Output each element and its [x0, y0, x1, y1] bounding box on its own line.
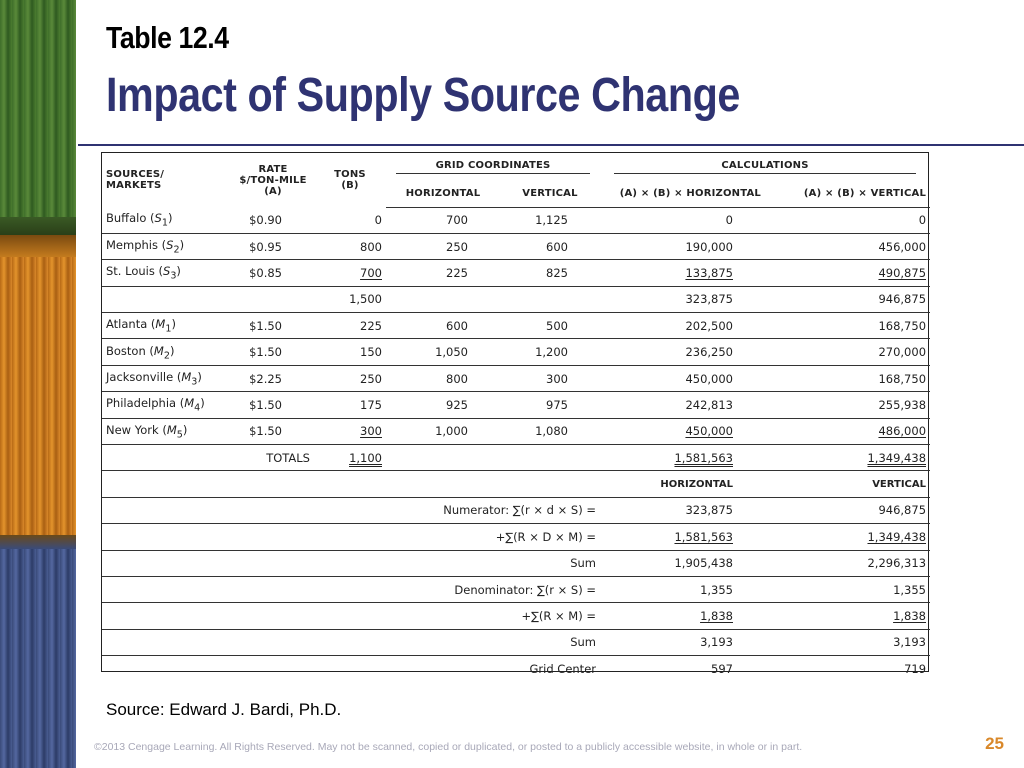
horizontal-cell: 1,050 — [386, 339, 500, 365]
header-rate: RATE $/TON-MILE (A) — [239, 163, 307, 197]
horizontal-cell: 225 — [386, 260, 500, 286]
tons-cell: 300 — [314, 418, 386, 444]
horizontal-cell: 925 — [386, 392, 500, 418]
copyright-notice: ©2013 Cengage Learning. All Rights Reserved. May not be scanned, copied or duplicated, or posted to a publicly accessible website, in whole or in part. — [94, 741, 803, 753]
tons-cell: 0 — [314, 207, 386, 233]
decorative-container-strip — [0, 0, 76, 768]
tons-cell: 800 — [314, 233, 386, 259]
empty-cell — [102, 445, 232, 471]
vertical-cell: 825 — [500, 260, 600, 286]
calc-vertical-cell: 0 — [765, 207, 930, 233]
empty-cell — [500, 445, 600, 471]
summary-label: Denominator: ∑(r × S) = — [102, 576, 600, 602]
summary-horizontal: 1,905,438 — [600, 550, 765, 576]
tons-cell: 175 — [314, 392, 386, 418]
tons-total: 1,100 — [314, 445, 386, 471]
table-number-title: Table 12.4 — [106, 20, 229, 55]
summary-vertical: 1,355 — [765, 576, 930, 602]
table-row — [102, 629, 930, 655]
location-name: Boston $(M_2)$ — [102, 339, 232, 365]
rate-cell: $0.90 — [232, 207, 314, 233]
header-grid-coordinates: GRID COORDINATES — [386, 153, 600, 181]
calc-vertical-cell: 456,000 — [765, 233, 930, 259]
table-row — [102, 392, 930, 418]
calc-horizontal-cell: 450,000 — [600, 418, 765, 444]
calc-vertical-cell: 168,750 — [765, 365, 930, 391]
location-name: Jacksonville $(M_3)$ — [102, 365, 232, 391]
empty-cell — [102, 286, 232, 312]
table-row — [102, 603, 930, 629]
header-calc-vertical: (A) × (B) × VERTICAL — [765, 181, 930, 207]
calc-vertical-cell: 255,938 — [765, 392, 930, 418]
calc-horizontal-subtotal: 323,875 — [600, 286, 765, 312]
rate-cell: $2.25 — [232, 365, 314, 391]
location-name: Memphis $(S_2)$ — [102, 233, 232, 259]
summary-horizontal: 1,581,563 — [600, 524, 765, 550]
table-row — [102, 339, 930, 365]
empty-cell — [386, 286, 500, 312]
tons-cell: 700 — [314, 260, 386, 286]
empty-cell — [102, 471, 600, 497]
blue-container-image — [0, 535, 76, 768]
table-row — [102, 313, 930, 339]
summary-horizontal: 1,355 — [600, 576, 765, 602]
calc-horizontal-cell: 0 — [600, 207, 765, 233]
summary-vertical: 1,349,438 — [765, 524, 930, 550]
empty-cell — [232, 286, 314, 312]
table-body — [102, 207, 930, 682]
calc-horizontal-cell: 236,250 — [600, 339, 765, 365]
table-row — [102, 524, 930, 550]
table-row — [102, 286, 930, 312]
summary-vertical: 2,296,313 — [765, 550, 930, 576]
summary-label: Grid Center — [529, 662, 596, 677]
table-row — [102, 656, 930, 682]
table-row — [102, 260, 930, 286]
vertical-cell: 300 — [500, 365, 600, 391]
horizontal-cell: 600 — [386, 313, 500, 339]
tons-cell: 250 — [314, 365, 386, 391]
header-horizontal: HORIZONTAL — [386, 181, 500, 207]
calc-vertical-cell: 270,000 — [765, 339, 930, 365]
horizontal-cell: 700 — [386, 207, 500, 233]
header-calculations: CALCULATIONS — [600, 153, 930, 181]
location-name: St. Louis $(S_3)$ — [102, 260, 232, 286]
summary-label: Numerator: ∑(r × d × S) = — [102, 497, 600, 523]
table-row — [102, 497, 930, 523]
rate-cell: $1.50 — [232, 418, 314, 444]
table-row — [102, 233, 930, 259]
summary-label: +∑(R × M) = — [102, 603, 600, 629]
tons-subtotal: 1,500 — [314, 286, 386, 312]
table-row — [102, 576, 930, 602]
orange-container-image — [0, 235, 76, 535]
vertical-cell: 1,080 — [500, 418, 600, 444]
summary-vertical: 719 — [904, 662, 927, 677]
summary-label: Sum — [102, 550, 600, 576]
calc-horizontal-cell: 242,813 — [600, 392, 765, 418]
summary-vertical: 946,875 — [765, 497, 930, 523]
rate-cell: $1.50 — [232, 313, 314, 339]
table-row — [102, 365, 930, 391]
tons-cell: 150 — [314, 339, 386, 365]
summary-horizontal: 3,193 — [600, 629, 765, 655]
summary-header-vertical: VERTICAL — [765, 471, 930, 497]
vertical-cell: 975 — [500, 392, 600, 418]
summary-label: Sum — [102, 629, 600, 655]
empty-cell — [386, 445, 500, 471]
table-row — [102, 207, 930, 233]
vertical-cell: 600 — [500, 233, 600, 259]
rate-cell: $0.85 — [232, 260, 314, 286]
tons-cell: 225 — [314, 313, 386, 339]
header-calc-horizontal: (A) × (B) × HORIZONTAL — [600, 181, 765, 207]
summary-horizontal: 1,838 — [600, 603, 765, 629]
calc-horizontal-total: 1,581,563 — [600, 445, 765, 471]
empty-cell — [500, 286, 600, 312]
source-citation: Source: Edward J. Bardi, Ph.D. — [106, 700, 342, 719]
horizontal-cell: 800 — [386, 365, 500, 391]
calc-horizontal-cell: 190,000 — [600, 233, 765, 259]
calc-vertical-total: 1,349,438 — [765, 445, 930, 471]
vertical-cell: 1,200 — [500, 339, 600, 365]
summary-vertical: 1,838 — [765, 603, 930, 629]
location-name: Buffalo $(S_1)$ — [102, 207, 232, 233]
location-name: Philadelphia $(M_4)$ — [102, 392, 232, 418]
calc-horizontal-cell: 133,875 — [600, 260, 765, 286]
vertical-cell: 500 — [500, 313, 600, 339]
slide-title: Impact of Supply Source Change — [106, 69, 740, 122]
table-row — [102, 471, 930, 497]
rate-cell: $0.95 — [232, 233, 314, 259]
summary-horizontal: 323,875 — [600, 497, 765, 523]
green-container-image — [0, 0, 76, 235]
horizontal-cell: 250 — [386, 233, 500, 259]
header-tons: TONS (B) — [334, 169, 366, 191]
table-row — [102, 418, 930, 444]
summary-label: +∑(R × D × M) = — [102, 524, 600, 550]
table-row — [102, 550, 930, 576]
summary-vertical: 3,193 — [765, 629, 930, 655]
summary-horizontal: 597 — [711, 662, 733, 677]
calc-horizontal-cell: 202,500 — [600, 313, 765, 339]
calc-vertical-cell: 168,750 — [765, 313, 930, 339]
supply-source-table — [102, 153, 930, 682]
summary-header-horizontal: HORIZONTAL — [600, 471, 765, 497]
horizontal-cell: 1,000 — [386, 418, 500, 444]
title-divider — [78, 144, 1024, 146]
header-vertical: VERTICAL — [500, 181, 600, 207]
calc-horizontal-cell: 450,000 — [600, 365, 765, 391]
rate-cell: $1.50 — [232, 392, 314, 418]
calc-vertical-cell: 490,875 — [765, 260, 930, 286]
location-name: Atlanta $(M_1)$ — [102, 313, 232, 339]
data-table-frame — [101, 152, 929, 677]
location-name: New York $(M_5)$ — [102, 418, 232, 444]
rate-cell: $1.50 — [232, 339, 314, 365]
calc-vertical-cell: 486,000 — [765, 418, 930, 444]
totals-label: TOTALS — [232, 445, 314, 471]
calc-vertical-subtotal: 946,875 — [765, 286, 930, 312]
table-row — [102, 445, 930, 471]
page-number: 25 — [985, 734, 1004, 753]
vertical-cell: 1,125 — [500, 207, 600, 233]
header-sources-markets: SOURCES/ MARKETS — [106, 169, 165, 191]
